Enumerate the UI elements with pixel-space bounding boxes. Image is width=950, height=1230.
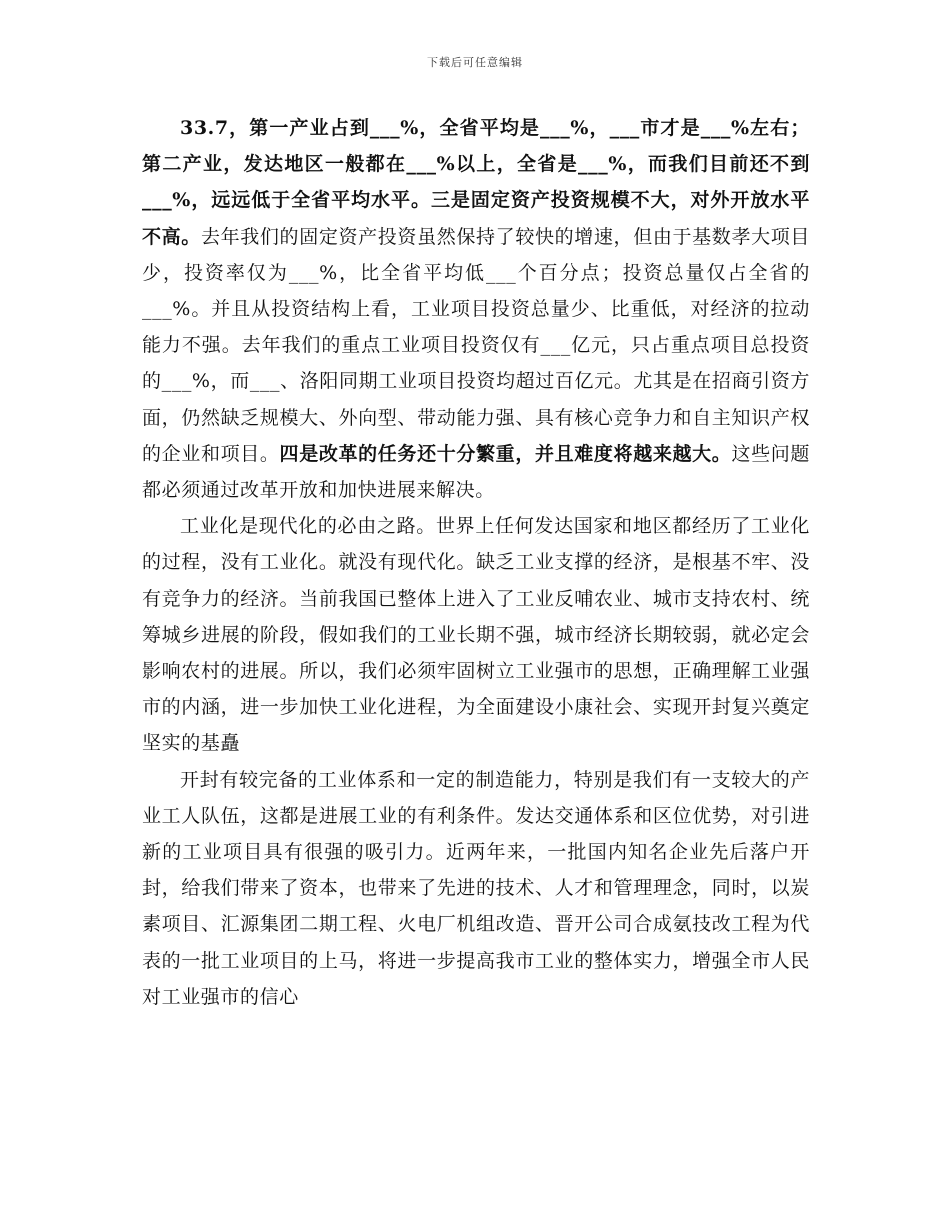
text-segment: 去年我们的固定资产投资虽然保持了较快的增速，但由于基数孝大项目少，投资率仅为___%，比全省平均低___个百分点；投资总量仅占全省的___%。并且从投资结构上看，工业项目投资总量少、比重低，对经济的拉动能力不强。去年我们的重点工业项目投资仅有___亿元，只占重点项目总投资的___%，而___、洛阳同期工业项目投资均超过百亿元。尤其是在招商引资方面，仍然缺乏规模大、外向型、带动能力强、具有核心竞争力和自主知识产权的企业和项目。 [142,225,810,465]
text-segment: 这些问题都必须通过改革开放和加快进展来解决。 [142,442,810,502]
text-segment-bold: 四是改革的任务还十分繁重，并且难度将越来越大。 [279,442,732,465]
paragraph-2 [142,508,810,761]
paragraph-1 [142,110,810,508]
page-header-note: 下载后可任意编辑 [427,56,523,69]
text-segment: 工业化是现代化的必由之路。世界上任何发达国家和地区都经历了工业化的过程，没有工业化。就没有现代化。缺乏工业支撑的经济，是根基不牢、没有竞争力的经济。当前我国已整体上进入了工业反哺农业、城市支持农村、统筹城乡进展的阶段，假如我们的工业长期不强，城市经济长期较弱，就必定会影响农村的进展。所以，我们必须牢固树立工业强市的思想，正确理解工业强市的内涵，进一步加快工业化进程，为全面建设小康社会、实现开封复兴奠定坚实的基矗 [142,515,810,755]
document-body [142,110,810,1015]
text-segment-bold: 33.7，第一产业占到___%，全省平均是___%，___市才是___%左右；第二产业，发达地区一般都在___%以上，全省是___%，而我们目前还不到___%，远远低于全省平均水平。三是固定资产投资规模不大，对外开放水平不高。 [142,117,810,248]
text-segment: 开封有较完备的工业体系和一定的制造能力，特别是我们有一支较大的产业工人队伍，这都是进展工业的有利条件。发达交通体系和区位优势，对引进新的工业项目具有很强的吸引力。近两年来，一批国内知名企业先后落户开封，给我们带来了资本，也带来了先进的技术、人才和管理理念，同时，以炭素项目、汇源集团二期工程、火电厂机组改造、晋开公司合成氨技改工程为代表的一批工业项目的上马，将进一步提高我市工业的整体实力，增强全市人民对工业强市的信心 [142,768,810,1008]
paragraph-3 [142,762,810,1015]
